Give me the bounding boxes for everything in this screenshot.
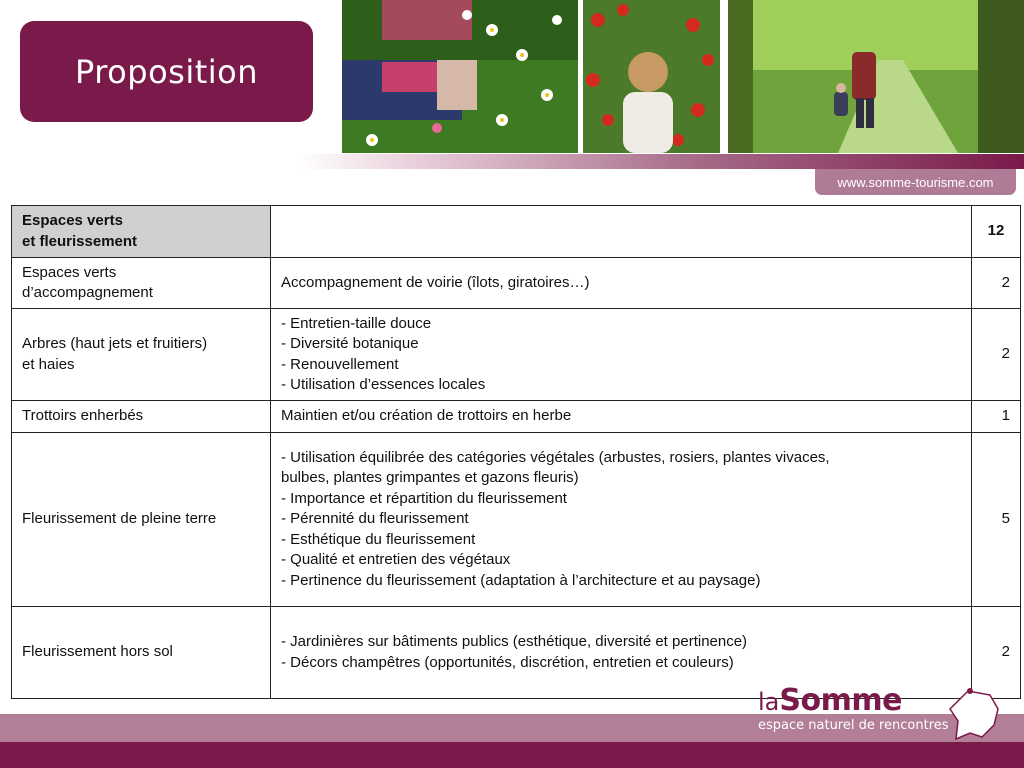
points-cell: 5: [972, 433, 1021, 607]
page-title: Proposition: [74, 52, 258, 91]
table-header-row: [12, 206, 1021, 258]
logo-wordmark: [758, 683, 902, 718]
footer-band-dark: [0, 742, 1024, 768]
criteria-line: - Esthétique du fleurissement: [281, 530, 476, 548]
somme-logo: [758, 683, 1018, 743]
criteria-line: - Renouvellement: [281, 355, 399, 373]
category-cell: [12, 401, 271, 433]
website-url[interactable]: www.somme-tourisme.com: [815, 169, 1016, 195]
criteria-cell: [271, 309, 972, 401]
criteria-cell: [271, 258, 972, 309]
category-line: Arbres (haut jets et fruitiers): [22, 335, 208, 352]
category-line: Trottoirs enherbés: [22, 407, 144, 425]
criteria-line: - Entretien-taille douce: [281, 314, 432, 332]
table-body: [12, 206, 1021, 699]
points-cell: 2: [972, 258, 1021, 309]
table-row: [12, 433, 1021, 607]
criteria-line: - Pertinence du fleurissement (adaptation à l’architecture et au paysage): [281, 571, 761, 589]
criteria-line: - Utilisation équilibrée des catégories végétales (arbustes, rosiers, plantes vivaces,: [281, 448, 830, 466]
category-line: Espaces verts: [22, 212, 123, 229]
criteria-line: - Jardinières sur bâtiments publics (esthétique, diversité et pertinence): [281, 633, 748, 650]
category-cell: [12, 309, 271, 401]
category-line: et haies: [22, 355, 75, 373]
category-line: Espaces verts: [22, 263, 117, 281]
criteria-table: [11, 205, 1021, 699]
category-cell: [12, 607, 271, 699]
category-line: Fleurissement hors sol: [22, 643, 173, 661]
table-row: [12, 401, 1021, 433]
somme-map-icon: [946, 685, 1002, 741]
forest-path-walkers-photo: [728, 0, 1024, 153]
criteria-line: bulbes, plantes grimpantes et gazons fleuris): [281, 469, 579, 487]
title-box: [20, 21, 313, 122]
category-cell: [12, 433, 271, 607]
criteria-cell: [271, 433, 972, 607]
points-cell: 2: [972, 607, 1021, 699]
logo-name: Somme: [779, 683, 902, 718]
category-line: d’accompagnement: [22, 284, 153, 301]
category-line: Fleurissement de pleine terre: [22, 510, 217, 528]
points-cell: 2: [972, 309, 1021, 401]
criteria-line: - Pérennité du fleurissement: [281, 510, 469, 528]
table-row: [12, 258, 1021, 309]
criteria-line: Accompagnement de voirie (îlots, giratoires…): [281, 273, 590, 291]
section-title-cell: [12, 206, 271, 258]
category-line: et fleurissement: [22, 232, 138, 250]
table-row: [12, 309, 1021, 401]
criteria-cell: [271, 401, 972, 433]
flower-meadow-photo: [342, 0, 578, 153]
poppy-field-child-photo: [583, 0, 720, 153]
logo-prefix: la: [758, 688, 780, 716]
section-points-cell: 12: [972, 206, 1021, 258]
criteria-line: - Importance et répartition du fleurissement: [281, 489, 567, 507]
criteria-line: Maintien et/ou création de trottoirs en herbe: [281, 407, 572, 425]
category-cell: [12, 258, 271, 309]
criteria-line: - Décors champêtres (opportunités, discrétion, entretien et couleurs): [281, 653, 734, 671]
logo-tagline: espace naturel de rencontres: [758, 718, 949, 733]
criteria-line: - Utilisation d’essences locales: [281, 376, 486, 393]
header-band: [300, 154, 1024, 169]
points-cell: 1: [972, 401, 1021, 433]
section-criteria-cell: [271, 206, 972, 258]
criteria-line: - Diversité botanique: [281, 335, 419, 352]
criteria-line: - Qualité et entretien des végétaux: [281, 551, 511, 569]
